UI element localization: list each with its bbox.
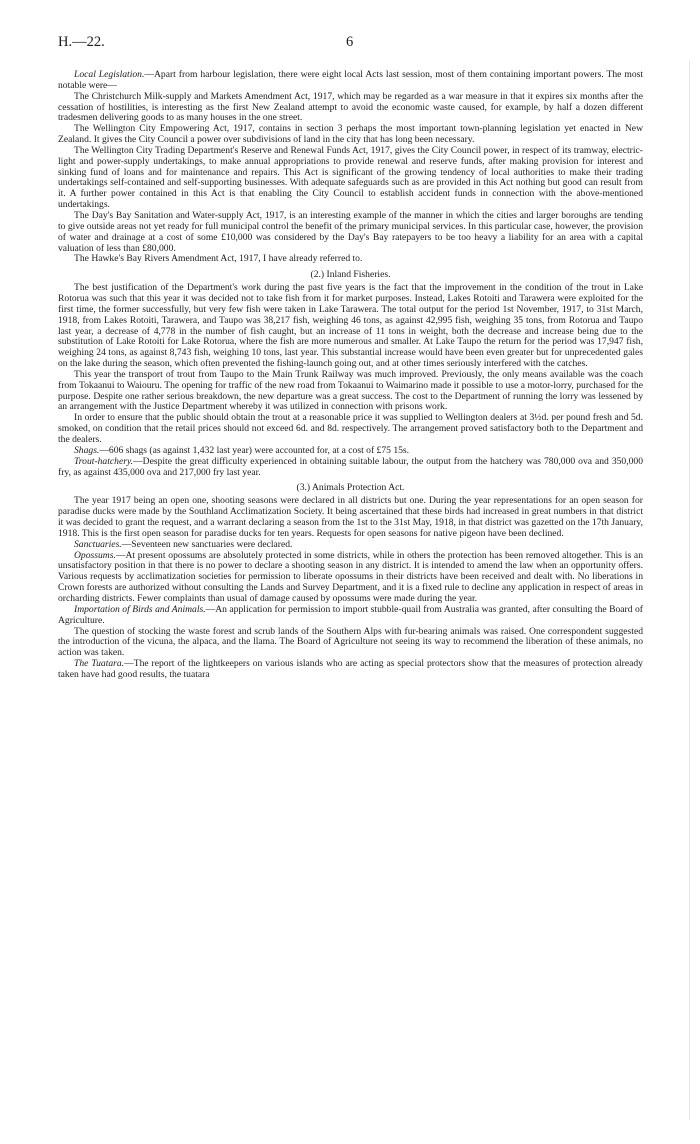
- paragraph: The Wellington City Empowering Act, 1917, contains in section 3 perhaps the most important town-planning legislation yet enacted in New Zealand. It gives the City Council a power over subdivisions of land in the city that has long been necessary.: [58, 123, 643, 146]
- paragraph: The year 1917 being an open one, shooting seasons were declared in all districts but one. During the year representations for an open season for paradise ducks were made by the Southland Acclimatization Society. It being ascertained that these birds had increased in great numbers in that district it was decided to grant the request, and a warrant declaring a season from the 1st to the 31st May, 1918, in that district was gazetted on the 17th January, 1918. This is the first open season for paradise ducks for ten years. Requests for open seasons for native pigeon have been declined.: [58, 495, 643, 539]
- page-header: [58, 34, 643, 60]
- paragraph: Opossums.—At present opossums are absolutely protected in some districts, while in others the protection has been removed altogether. This is an unsatisfactory position in that there is no power to declare a shooting season in any district. It is intended to amend the law when an opportunity offers. Various requests by acclimatization societies for permission to liberate opossums in their districts have been received and dealt with. No liberations in Crown forests are authorized without consulting the Lands and Survey Department, and it is a fixed rule to decline any application in respect of areas in orcharding districts. Fewer complaints than usual of damage caused by opossums were made during the year.: [58, 549, 643, 604]
- paragraph: The Christchurch Milk-supply and Markets Amendment Act, 1917, which may be regarded as a war measure in that it expires six months after the cessation of hostilities, is interesting as the first New Zealand attempt to avoid the economic waste caused, for example, by half a dozen different tradesmen delivering goods to as many houses in the one street.: [58, 90, 643, 124]
- subheading-sanctuaries: Sanctuaries.: [74, 538, 122, 550]
- subheading-importation: Importation of Birds and Animals.: [74, 603, 206, 615]
- paragraph: The Hawke's Bay Rivers Amendment Act, 1917, I have already referred to.: [74, 253, 363, 265]
- paragraph: The question of stocking the waste forest and scrub lands of the Southern Alps with fur-bearing animals was raised. One correspondent suggested the introduction of the vicuna, the alpaca, and the llama. The Board of Agriculture not seeing its way to recommend the liberation of these animals, no action was taken.: [58, 625, 643, 659]
- subheading-shags: Shags.: [74, 444, 100, 456]
- paragraph: Shags.—606 shags (as against 1,432 last year) were accounted for, at a cost of £75 15s.: [74, 444, 410, 456]
- subheading-trout-hatchery: Trout-hatchery.: [74, 455, 134, 467]
- page-edge-shadow: [689, 60, 698, 1120]
- paragraph: In order to ensure that the public should obtain the trout at a reasonable price it was supplied to Wellington dealers at 3½d. per pound fresh and 5d. smoked, on condition that the retail prices should not exceed 6d. and 8d. respectively. The arrangement proved satisfactory both to the Department and the dealers.: [58, 412, 643, 445]
- section-heading-animals-protection: (3.) Animals Protection Act.: [296, 482, 405, 494]
- paragraph: The Day's Bay Sanitation and Water-supply Act, 1917, is an interesting example of the manner in which the cities and larger boroughs are tending to give outside areas not yet ready for full municipal control the benefit of the primary municipal services. In this particular case, however, the provision of water and drainage at a cost of some £10,000 was considered by the Day's Bay ratepayers to be too heavy a liability for an area with a capital valuation of less than £80,000.: [58, 209, 643, 254]
- subheading-tuatara: The Tuatara.: [74, 658, 125, 670]
- paragraph: Local Legislation.—Apart from harbour legislation, there were eight local Acts last session, most of them containing important powers. The most notable were—: [58, 69, 644, 91]
- paragraph: The best justification of the Department's work during the past five years is the fact that the improvement in the condition of the trout in Lake Rotorua was such that this year it was decided not to take fish from it for market purposes. Instead, Lakes Rotoiti and Tarawera were exploited for the first time, the former successfully, but very few fish were taken in Lake Tarawera. The total output for the period 1st November, 1917, to 31st March, 1918, from Lakes Rotoiti, Tarawera, and Taupo was 38,217 fish, weighing 46 tons, as against 42,995 fish, weighing 35 tons, from Rotorua and Taupo last year, a decrease of 4,778 in the number of fish caught, but an increase of 11 tons in weight, both the decrease and increase being due to the substitution of Lake Rotoiti for Lake Rotorua, where the fish are more numerous and smaller. At Lake Taupo the return for the period was 17,947 fish, weighing 24 tons, as against 8,743 fish, weighing 10 tons, last year. This substantial increase would have been even greater but for unprecedented gales on the lake during the season, which often prevented the fishing-launch going out, and at other times seriously interfered with the catches.: [58, 282, 643, 370]
- report-reference: H.—22.: [58, 34, 105, 50]
- page-number: 6: [346, 34, 354, 50]
- subheading-opossums: Opossums.: [74, 549, 116, 561]
- paragraph: This year the transport of trout from Taupo to the Main Trunk Railway was much improved. Previously, the only means available was the coach from Tokaanui to Waiouru. The opening for traffic of the new road from Tokaanui to Waimarino made it possible to use a motor-lorry, purchased for the purpose. Despite one rather serious breakdown, the new departure was a great success. The cost to the Department of running the lorry was lessened by an arrangement with the Justice Department whereby it was utilized in connection with prisons work.: [58, 368, 643, 413]
- section-heading-local-legislation: Local Legislation.: [74, 69, 145, 80]
- paragraph: Sanctuaries.—Seventeen new sanctuaries were declared.: [74, 538, 293, 550]
- paragraph: Importation of Birds and Animals.—An application for permission to import stubble-quail from Australia was granted, after consulting the Board of Agriculture.: [58, 603, 643, 626]
- document-page: [58, 34, 643, 681]
- paragraph: The Tuatara.—The report of the lightkeepers on various islands who are acting as special protectors show that the measures of protection already taken have had good results, the tuatara: [58, 658, 643, 680]
- paragraph: The Wellington City Trading Department's Reserve and Renewal Funds Act, 1917, gives the City Council power, in respect of its tramway, electric-light and power-supply undertakings, to make annual appropriations to provide renewal and reserve funds, after making provision for interest and sinking fund of loans and for maintenance and repairs. This Act is significant of the growing tendency of local authorities to make their trading undertakings self-contained and self-supporting businesses. With adequate safeguards such as are provided in this Act nothing but good can result from it. A further power contained in this Act is that enabling the City Council to establish accident funds in connection with the above-mentioned undertakings.: [58, 144, 643, 211]
- page-body: [58, 70, 643, 681]
- section-heading-inland-fisheries: (2.) Inland Fisheries.: [310, 269, 391, 281]
- paragraph: Trout-hatchery.—Despite the great difficulty experienced in obtaining suitable labour, the output from the hatchery was 780,000 ova and 350,000 fry, as against 435,000 ova and 217,000 fry last year.: [58, 455, 643, 478]
